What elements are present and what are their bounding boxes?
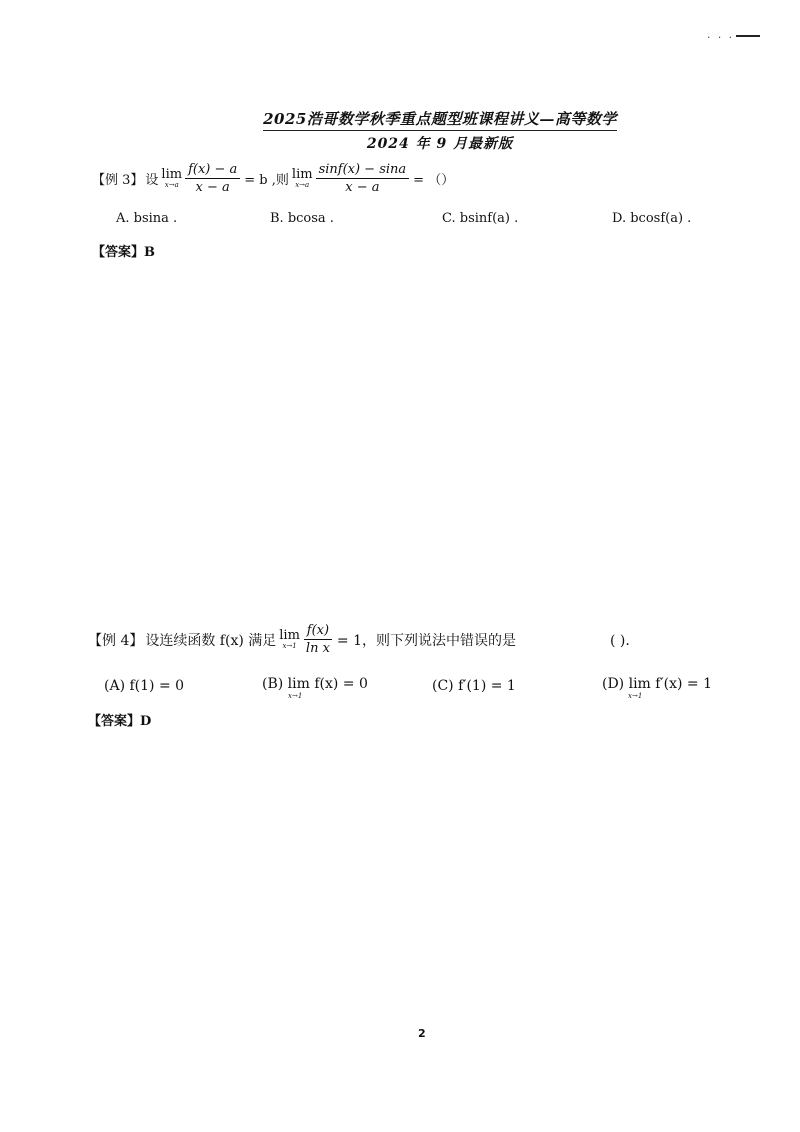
example-3-option-a: A. bsina . <box>116 211 178 226</box>
option-d-sub: x→1 <box>628 692 643 700</box>
limit-3: lim x→1 <box>279 628 300 650</box>
example-4-answer: 【答案】D <box>88 714 152 729</box>
example-4-option-a: (A) f(1) = 0 <box>104 678 185 694</box>
option-b-sub: x→1 <box>288 692 303 700</box>
example-4-option-c: (C) f′(1) = 1 <box>432 678 516 694</box>
example-3-option-d: D. bcosf(a) . <box>612 211 692 226</box>
header-subtitle: 2024 年 9 月最新版 <box>366 136 514 152</box>
example-3-option-c: C. bsinf(a) . <box>442 211 519 226</box>
fraction-3: $\frac{f(x)}{\text{ln x}}$ <box>303 623 333 656</box>
corner-mark: . . . <box>706 31 760 41</box>
page-number: 2 <box>418 1027 426 1040</box>
example-4-stem <box>88 623 518 656</box>
example-3-eq: = b ,则 <box>244 173 289 188</box>
example-4-label: 【例 4】 <box>88 632 144 649</box>
example-3-label: 【例 3】 <box>92 173 144 188</box>
limit-2: lim x→a <box>291 167 313 189</box>
example-3-intro: 设 <box>145 173 159 188</box>
document-header <box>250 108 630 153</box>
limit-1: lim x→a <box>161 167 183 189</box>
example-3-option-b: B. bcosa . <box>270 211 334 226</box>
example-3-tail: = （） <box>413 173 455 188</box>
header-title: 2025浩哥数学秋季重点题型班课程讲义—高等数学 <box>263 108 617 131</box>
fraction-1: $\frac{f(x) - a}{x - a}$ <box>185 162 240 195</box>
example-4-paren: ( ). <box>610 633 630 649</box>
example-3-stem <box>92 162 456 195</box>
example-4-option-b: (B) lim f(x) = 0 x→1 <box>262 676 368 700</box>
example-4-tail: = 1，则下列说法中错误的是 <box>336 632 517 649</box>
example-4-option-d: (D) lim f′(x) = 1 x→1 <box>602 676 712 700</box>
example-3-answer: 【答案】B <box>92 245 155 260</box>
example-4-intro: 设连续函数 f(x) 满足 <box>145 632 277 649</box>
fraction-2: $\frac{\sin f(x) - \sin a}{x - a}$ <box>316 162 410 195</box>
